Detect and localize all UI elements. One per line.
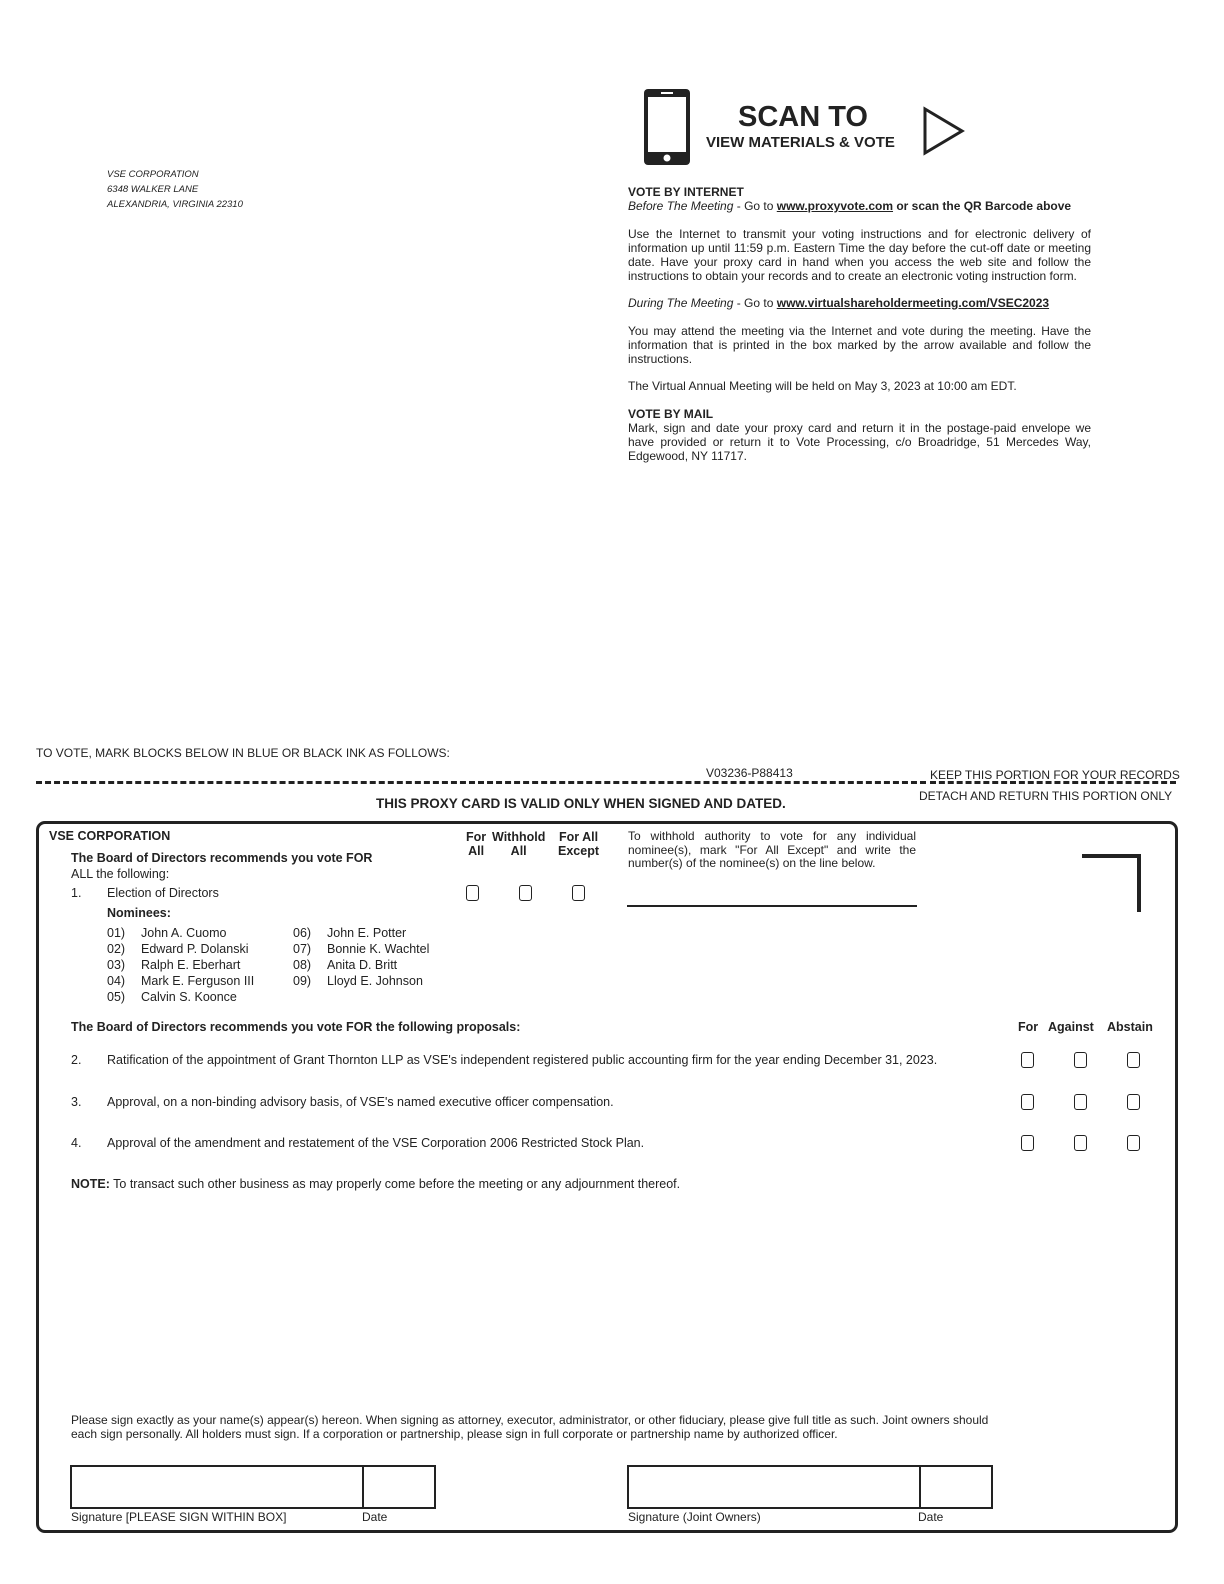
checkbox-against[interactable] bbox=[1074, 1135, 1087, 1151]
nominee-number: 04) bbox=[107, 974, 126, 988]
detach-portion-label: DETACH AND RETURN THIS PORTION ONLY bbox=[919, 789, 1173, 803]
proposal-text: Approval, on a non-binding advisory basis, of VSE's named executive officer compensation. bbox=[107, 1094, 614, 1109]
checkbox-for-all[interactable] bbox=[466, 885, 479, 901]
date-label: Date bbox=[362, 1510, 388, 1524]
phone-icon bbox=[643, 88, 691, 166]
before-label: Before The Meeting bbox=[628, 199, 734, 213]
col-label: Withhold bbox=[492, 830, 546, 844]
attend-paragraph: You may attend the meeting via the Internet and vote during the meeting. Have the information that is printed in the box marked by the arrow available and follow the instructions. bbox=[628, 324, 1091, 366]
signature-label: Signature [PLEASE SIGN WITHIN BOX] bbox=[71, 1510, 287, 1524]
note bbox=[71, 1177, 680, 1191]
nominee-name: Mark E. Ferguson III bbox=[141, 974, 255, 988]
internet-paragraph: Use the Internet to transmit your voting instructions and for electronic delivery of information up until 11:59 p.m. Eastern Time the day before the cut-off date or meeting date. Have your proxy card in hand when you access the web site and follow the instructions to obtain your records and to create an electronic voting instruction form. bbox=[628, 227, 1091, 283]
meeting-date-text: The Virtual Annual Meeting will be held on May 3, 2023 at 10:00 am EDT. bbox=[628, 379, 1017, 393]
col-for-all bbox=[466, 830, 486, 858]
checkbox-for[interactable] bbox=[1021, 1052, 1034, 1068]
nominees-label: Nominees: bbox=[107, 906, 171, 920]
recommend-all: The Board of Directors recommends you vote FOR bbox=[71, 851, 373, 865]
col-withhold-all bbox=[492, 830, 545, 858]
card-company: VSE CORPORATION bbox=[49, 829, 171, 843]
nominee-name: Ralph E. Eberhart bbox=[141, 958, 241, 972]
checkbox-withhold-all[interactable] bbox=[519, 885, 532, 901]
corner-marker-icon bbox=[1082, 854, 1142, 914]
nominee-number: 03) bbox=[107, 958, 126, 972]
valid-notice: THIS PROXY CARD IS VALID ONLY WHEN SIGNED AND DATED. bbox=[376, 796, 786, 811]
checkbox-for[interactable] bbox=[1021, 1094, 1034, 1110]
detach-line bbox=[36, 781, 926, 784]
virtual-meeting-link[interactable]: www.virtualshareholdermeeting.com/VSEC2023 bbox=[776, 296, 1050, 310]
address-line: VSE CORPORATION bbox=[107, 169, 199, 180]
checkbox-abstain[interactable] bbox=[1127, 1135, 1140, 1151]
qr-text: or scan the QR Barcode above bbox=[893, 199, 1072, 213]
joint-signature-label: Signature (Joint Owners) bbox=[628, 1510, 761, 1524]
nominee-name: Lloyd E. Johnson bbox=[327, 974, 423, 988]
note-text: To transact such other business as may properly come before the meeting or any adjournment thereof. bbox=[109, 1177, 681, 1191]
nominee-number: 09) bbox=[293, 974, 312, 988]
except-write-line[interactable] bbox=[627, 905, 917, 907]
checkbox-abstain[interactable] bbox=[1127, 1052, 1140, 1068]
ink-instructions: TO VOTE, MARK BLOCKS BELOW IN BLUE OR BLACK INK AS FOLLOWS: bbox=[36, 746, 450, 760]
before-meeting-line bbox=[628, 199, 1071, 213]
go-to: - Go to bbox=[733, 199, 777, 213]
address-line: ALEXANDRIA, VIRGINIA 22310 bbox=[107, 199, 243, 210]
proxyvote-link[interactable]: www.proxyvote.com bbox=[776, 199, 894, 213]
nominee-number: 06) bbox=[293, 926, 312, 940]
checkbox-abstain[interactable] bbox=[1127, 1094, 1140, 1110]
checkbox-against[interactable] bbox=[1074, 1094, 1087, 1110]
detach-line bbox=[930, 781, 1176, 784]
nominee-number: 02) bbox=[107, 942, 126, 956]
vote-internet-heading: VOTE BY INTERNET bbox=[628, 185, 744, 199]
col-abstain: Abstain bbox=[1107, 1020, 1153, 1034]
nominee-name: John A. Cuomo bbox=[141, 926, 227, 940]
mail-paragraph: Mark, sign and date your proxy card and return it in the postage-paid envelope we have provided or return it to Vote Processing, c/o Broadridge, 51 Mercedes Way, Edgewood, NY 11717. bbox=[628, 421, 1091, 463]
col-label: Except bbox=[558, 844, 599, 858]
nominee-number: 05) bbox=[107, 990, 126, 1004]
signing-instructions: Please sign exactly as your name(s) appear(s) hereon. When signing as attorney, executor, administrator, or other fiduciary, please give full title as such. Joint owners should each sign personally. All holders must sign. If a corporation or partnership, please sign in full corporate or partnership name by authorized officer. bbox=[71, 1413, 989, 1441]
keep-portion-label: KEEP THIS PORTION FOR YOUR RECORDS bbox=[930, 768, 1180, 782]
recommend-proposals: The Board of Directors recommends you vote FOR the following proposals: bbox=[71, 1020, 521, 1034]
proposal-number: 2. bbox=[71, 1053, 82, 1067]
control-code: V03236-P88413 bbox=[706, 766, 793, 780]
address-line: 6348 WALKER LANE bbox=[107, 184, 199, 195]
go-to: - Go to bbox=[733, 296, 777, 310]
nominee-number: 07) bbox=[293, 942, 312, 956]
checkbox-for-all-except[interactable] bbox=[572, 885, 585, 901]
col-label: All bbox=[510, 844, 527, 858]
proposal-text: Ratification of the appointment of Grant Thornton LLP as VSE's independent registered public accounting firm for the year ending December 31, 2023. bbox=[107, 1053, 938, 1067]
nominee-name: Calvin S. Koonce bbox=[141, 990, 237, 1004]
scan-subtitle: VIEW MATERIALS & VOTE bbox=[706, 134, 895, 151]
nominee-name: Bonnie K. Wachtel bbox=[327, 942, 430, 956]
checkbox-for[interactable] bbox=[1021, 1135, 1034, 1151]
note-label: NOTE: bbox=[71, 1177, 110, 1191]
arrow-right-icon bbox=[922, 106, 968, 156]
recommend-all-cont: ALL the following: bbox=[71, 867, 170, 881]
sender-address bbox=[107, 167, 243, 212]
withhold-instructions: To withhold authority to vote for any individual nominee(s), mark "For All Except" and write the number(s) of the nominee(s) on the line below. bbox=[628, 829, 916, 870]
proposal-number: 4. bbox=[71, 1136, 82, 1150]
signature-box[interactable] bbox=[70, 1465, 364, 1509]
during-meeting-line bbox=[628, 296, 1049, 310]
col-for: For bbox=[1018, 1020, 1039, 1034]
joint-signature-box[interactable] bbox=[627, 1465, 921, 1509]
nominee-name: Edward P. Dolanski bbox=[141, 942, 249, 956]
nominee-number: 01) bbox=[107, 926, 126, 940]
proposal-text: Approval of the amendment and restatement of the VSE Corporation 2006 Restricted Stock Plan. bbox=[107, 1136, 645, 1150]
col-label: All bbox=[468, 844, 485, 858]
item-number: 1. bbox=[71, 886, 82, 900]
col-for-all-except bbox=[558, 830, 599, 858]
col-label: For bbox=[466, 830, 487, 844]
col-label: For All bbox=[558, 830, 599, 844]
during-label: During The Meeting bbox=[628, 296, 734, 310]
nominee-name: John E. Potter bbox=[327, 926, 407, 940]
checkbox-against[interactable] bbox=[1074, 1052, 1087, 1068]
nominee-name: Anita D. Britt bbox=[327, 958, 398, 972]
col-against: Against bbox=[1048, 1020, 1094, 1034]
election-title: Election of Directors bbox=[107, 886, 219, 900]
nominee-number: 08) bbox=[293, 958, 312, 972]
joint-date-label: Date bbox=[918, 1510, 944, 1524]
date-box[interactable] bbox=[362, 1465, 436, 1509]
proposal-number: 3. bbox=[71, 1094, 82, 1109]
vote-mail-heading: VOTE BY MAIL bbox=[628, 407, 714, 421]
scan-title: SCAN TO bbox=[738, 101, 868, 133]
joint-date-box[interactable] bbox=[919, 1465, 993, 1509]
